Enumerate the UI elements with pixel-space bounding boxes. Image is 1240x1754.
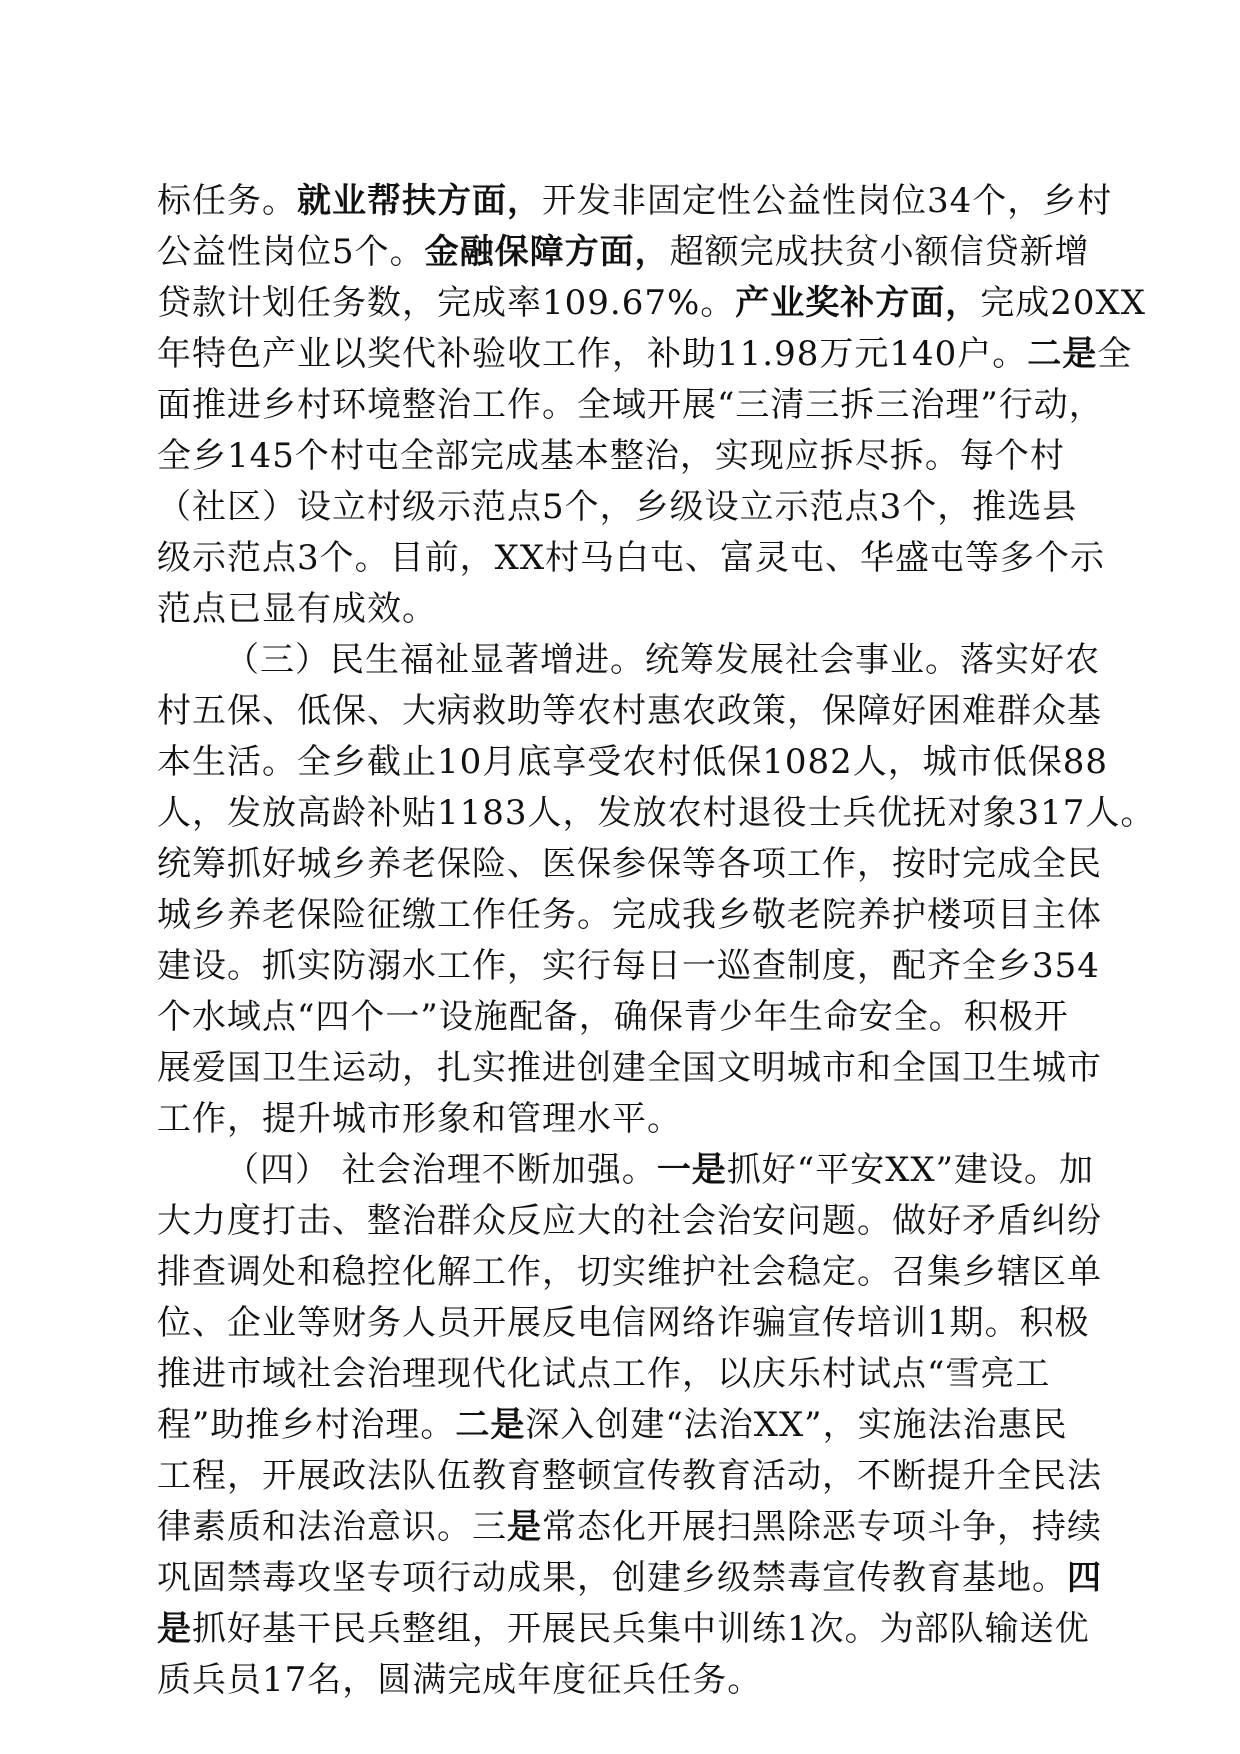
text-line xyxy=(157,635,1100,686)
text-line xyxy=(157,1094,1087,1145)
text-segment: 律素质和法治意识。三 xyxy=(157,1507,507,1547)
text-segment: 范点已显有成效。 xyxy=(157,589,437,629)
text-segment: 城乡养老保险征缴工作任务。完成我乡敬老院养护楼项目主体 xyxy=(157,895,1102,935)
text-segment: 人，发放高龄补贴1183人，发放农村退役士兵优抚对象317人。 xyxy=(157,793,1156,833)
text-segment: 抓好“平安XX”建设。加 xyxy=(726,1150,1094,1190)
text-line xyxy=(157,1604,1090,1655)
text-segment: 巩固禁毒攻坚专项行动成果，创建乡级禁毒宣传教育基地。 xyxy=(157,1558,1067,1598)
text-segment: 贷款计划任务数，完成率109.67%。 xyxy=(157,283,736,323)
bold-text-segment: 四 xyxy=(1067,1558,1102,1598)
bold-text-segment: 一是 xyxy=(656,1150,727,1190)
text-segment: 工作，提升城市形象和管理水平。 xyxy=(157,1099,682,1139)
text-line xyxy=(157,1502,1102,1553)
text-segment: 常态化开展扫黑除恶专项斗争，持续 xyxy=(542,1507,1102,1547)
text-segment: 本生活。全乡截止10月底享受农村低保1082人，城市低保88 xyxy=(157,742,1109,782)
text-line xyxy=(157,1553,1102,1604)
text-line xyxy=(157,380,1104,431)
text-segment: （社区）设立村级示范点5个，乡级设立示范点3个，推选县 xyxy=(157,487,1078,527)
text-segment: 超额完成扶贫小额信贷新增 xyxy=(669,232,1090,272)
text-line xyxy=(157,839,1102,890)
text-segment: 统筹抓好城乡养老保险、医保参保等各项工作，按时完成全民 xyxy=(157,844,1102,884)
text-segment: 面推进乡村环境整治工作。全域开展“三清三拆三治理”行动， xyxy=(157,385,1104,425)
bold-text-segment: 金融保障方面， xyxy=(424,232,670,272)
text-segment: 大力度打击、整治群众反应大的社会治安问题。做好矛盾纠纷 xyxy=(157,1201,1102,1241)
text-line xyxy=(157,1655,1087,1706)
text-line xyxy=(157,1298,1090,1349)
text-segment: 个水域点“四个一”设施配备，确保青少年生命安全。积极开 xyxy=(157,997,1069,1037)
text-line xyxy=(157,1145,1094,1196)
text-segment: 年特色产业以奖代补验收工作，补助11.98万元140户。 xyxy=(157,334,1028,374)
text-segment: 开发非固定性公益性岗位34个，乡村 xyxy=(542,181,1113,221)
bold-text-segment: 就业帮扶方面， xyxy=(297,181,542,221)
bold-text-segment: 二是 xyxy=(1027,334,1098,374)
text-line xyxy=(157,278,1146,329)
text-segment: （四） 社会治理不断加强。 xyxy=(225,1150,657,1190)
text-line xyxy=(157,227,1090,278)
text-line xyxy=(157,992,1087,1043)
text-segment: 程”助推乡村治理。 xyxy=(157,1405,456,1445)
text-line xyxy=(157,890,1102,941)
text-segment: 展爱国卫生运动，扎实推进创建全国文明城市和全国卫生城市 xyxy=(157,1048,1102,1088)
text-segment: 建设。抓实防溺水工作，实行每日一巡查制度，配齐全乡354 xyxy=(157,946,1100,986)
text-line xyxy=(157,1247,1102,1298)
text-segment: （三）民生福祉显著增进。统筹发展社会事业。落实好农 xyxy=(225,640,1100,680)
text-segment: 工程，开展政法队伍教育整顿宣传教育活动，不断提升全民法 xyxy=(157,1456,1102,1496)
text-line xyxy=(157,1400,1087,1451)
text-line xyxy=(157,431,1087,482)
bold-text-segment: 是 xyxy=(507,1507,542,1547)
text-segment: 完成20XX xyxy=(980,283,1146,323)
document-body xyxy=(157,176,1156,1706)
text-segment: 抓好基干民兵整组，开展民兵集中训练1次。为部队输送优 xyxy=(192,1609,1090,1649)
text-segment: 公益性岗位5个。 xyxy=(157,232,425,272)
text-line xyxy=(157,941,1100,992)
text-segment: 标任务。 xyxy=(157,181,297,221)
text-segment: 级示范点3个。目前，XX村马白屯、富灵屯、华盛屯等多个示 xyxy=(157,538,1106,578)
text-segment: 质兵员17名，圆满完成年度征兵任务。 xyxy=(157,1660,763,1700)
text-line xyxy=(157,176,1113,227)
text-line xyxy=(157,1451,1102,1502)
text-line xyxy=(157,329,1133,380)
text-line xyxy=(157,1196,1102,1247)
bold-text-segment: 是 xyxy=(157,1609,192,1649)
text-line xyxy=(157,1349,1087,1400)
bold-text-segment: 产业奖补方面， xyxy=(735,283,981,323)
text-line xyxy=(157,533,1106,584)
text-segment: 全 xyxy=(1097,334,1133,374)
text-segment: 全乡145个村屯全部完成基本整治，实现应拆尽拆。每个村 xyxy=(157,436,1065,476)
text-segment: 深入创建“法治XX”，实施法治惠民 xyxy=(525,1405,1068,1445)
text-line xyxy=(157,584,1087,635)
text-line xyxy=(157,1043,1102,1094)
text-line xyxy=(157,737,1109,788)
bold-text-segment: 二是 xyxy=(455,1405,526,1445)
text-segment: 位、企业等财务人员开展反电信网络诈骗宣传培训1期。积极 xyxy=(157,1303,1090,1343)
text-line xyxy=(157,482,1087,533)
text-line xyxy=(157,788,1156,839)
text-line xyxy=(157,686,1102,737)
text-segment: 村五保、低保、大病救助等农村惠农政策，保障好困难群众基 xyxy=(157,691,1102,731)
text-segment: 推进市域社会治理现代化试点工作，以庆乐村试点“雪亮工 xyxy=(157,1354,1051,1394)
text-segment: 排查调处和稳控化解工作，切实维护社会稳定。召集乡辖区单 xyxy=(157,1252,1102,1292)
